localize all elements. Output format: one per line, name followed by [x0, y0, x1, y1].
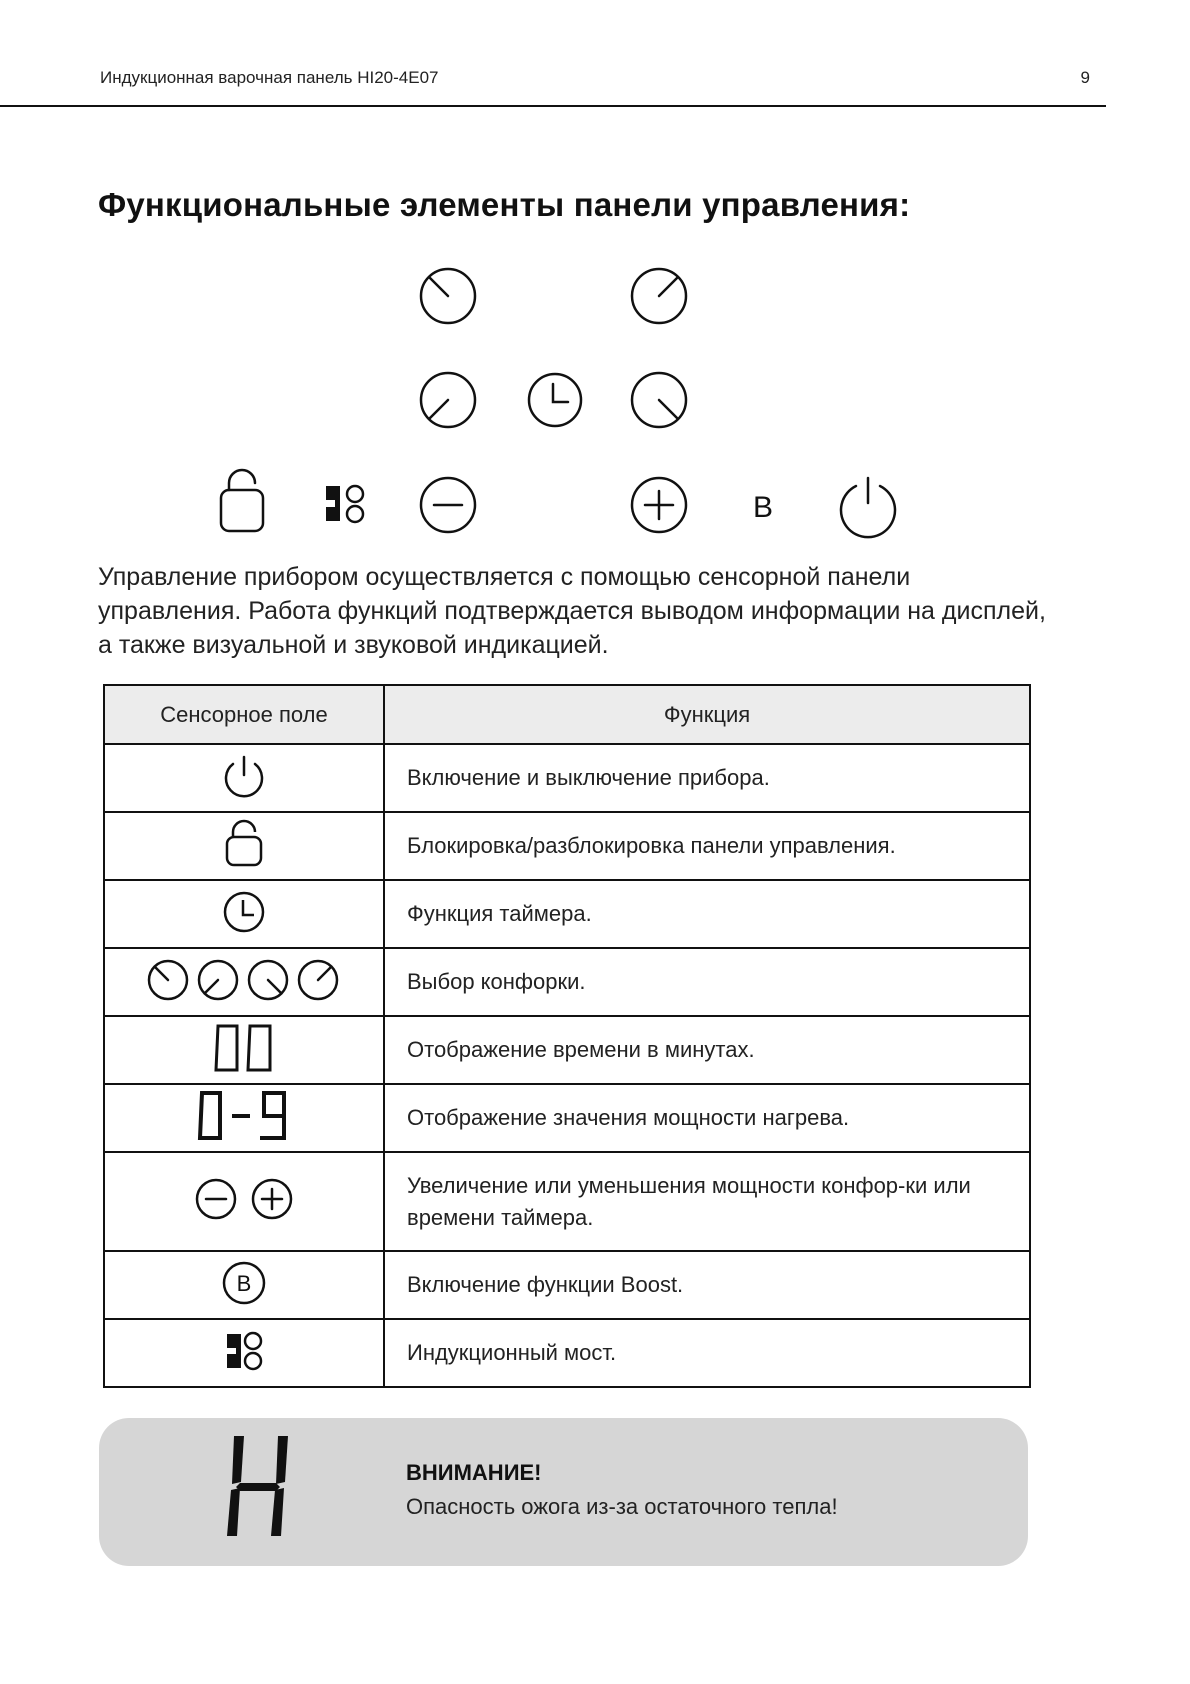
function-cell: Включение и выключение прибора. [384, 744, 1030, 812]
boost-icon [221, 1260, 267, 1306]
touch-fields-table [103, 684, 1031, 1388]
bridge-circle-bottom [347, 506, 363, 522]
bridge-circle-top [347, 486, 363, 502]
digits-00-display [212, 1023, 276, 1073]
symbol-cell [104, 1251, 384, 1319]
symbol-cell [104, 948, 384, 1016]
header-divider [0, 105, 1106, 107]
symbol-cell [104, 1319, 384, 1387]
function-cell: Увеличение или уменьшения мощности конфор-ки или времени таймера. [384, 1152, 1030, 1251]
function-cell: Отображение времени в минутах. [384, 1016, 1030, 1084]
zone-top-left-icon [421, 269, 475, 323]
digits-0-9-display [196, 1090, 292, 1142]
zone-bottom-right-icon [632, 373, 686, 427]
page-header [100, 68, 1090, 88]
symbol-cell [104, 1152, 384, 1251]
page-number: 9 [1080, 68, 1090, 87]
symbol-cell [104, 1016, 384, 1084]
zone-select-icons [146, 957, 342, 1003]
warning-title: ВНИМАНИЕ! [406, 1460, 542, 1485]
bridge-icon [326, 486, 340, 521]
bridge-icon [221, 1328, 267, 1374]
zone-bottom-left-icon [421, 373, 475, 427]
table-row [104, 880, 1030, 948]
symbol-cell [104, 1084, 384, 1152]
table-row [104, 1016, 1030, 1084]
function-cell: Блокировка/разблокировка панели управления. [384, 812, 1030, 880]
zone-top-right-icon [632, 269, 686, 323]
control-panel-diagram [0, 255, 1190, 540]
boost-letter: B [752, 491, 774, 524]
residual-heat-h-symbol [224, 1432, 294, 1542]
minus-plus-icons [194, 1176, 294, 1222]
lock-icon [221, 819, 267, 869]
table-row [104, 812, 1030, 880]
table-row [104, 1319, 1030, 1387]
power-icon [841, 478, 895, 537]
timer-icon [529, 374, 581, 426]
function-cell: Включение функции Boost. [384, 1251, 1030, 1319]
minus-icon [421, 478, 475, 532]
table-row [104, 1084, 1030, 1152]
table-row [104, 1251, 1030, 1319]
section-heading: Функциональные элементы панели управления: [98, 186, 911, 223]
power-icon [221, 753, 267, 799]
timer-icon [221, 889, 267, 935]
function-cell: Выбор конфорки. [384, 948, 1030, 1016]
plus-icon [632, 478, 686, 532]
warning-text: Опасность ожога из-за остаточного тепла! [406, 1494, 838, 1519]
symbol-cell [104, 812, 384, 880]
lock-icon [221, 470, 263, 531]
boost-symbol: B [236, 1270, 252, 1296]
warning-box [99, 1418, 1028, 1566]
function-cell: Отображение значения мощности нагрева. [384, 1084, 1030, 1152]
table-header-row [104, 685, 1030, 744]
intro-paragraph: Управление прибором осуществляется с помощью сенсорной панели управления. Работа функций подтверждается выводом информации на дисплей, а также визуальной и звуковой индикацией. [98, 563, 1046, 659]
symbol-cell [104, 880, 384, 948]
function-cell: Индукционный мост. [384, 1319, 1030, 1387]
column-header-field: Сенсорное поле [104, 685, 384, 744]
table-row [104, 948, 1030, 1016]
table-row [104, 1152, 1030, 1251]
table-row [104, 744, 1030, 812]
symbol-cell [104, 744, 384, 812]
header-title: Индукционная варочная панель HI20-4E07 [100, 68, 439, 87]
column-header-function: Функция [384, 685, 1030, 744]
function-cell: Функция таймера. [384, 880, 1030, 948]
